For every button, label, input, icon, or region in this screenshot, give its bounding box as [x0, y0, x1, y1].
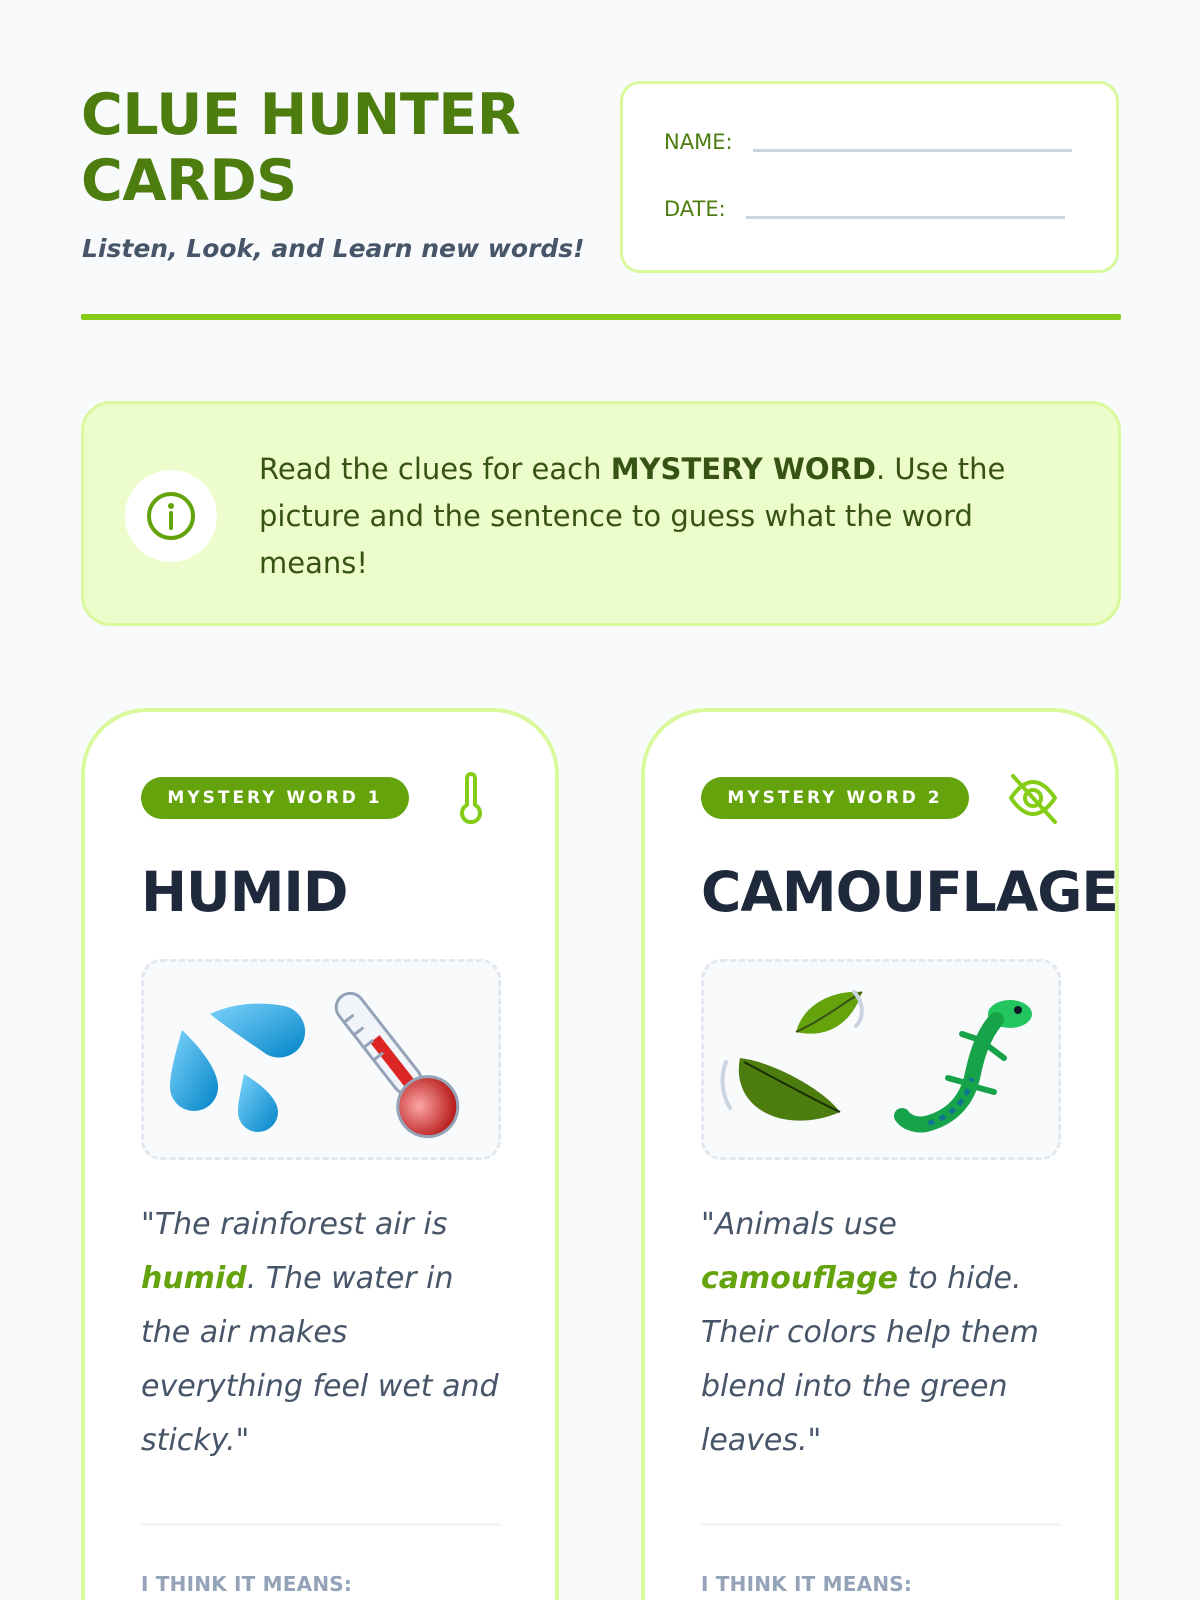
thermometer-icon [443, 768, 499, 828]
instructions-text: Read the clues for each MYSTERY WORD. Use the picture and the sentence to guess what the word means! [259, 452, 1006, 580]
instructions-banner [81, 401, 1121, 626]
context-sentence: "Animals use camouflage to hide. Their colors help them blend into the green leaves." [701, 1207, 1039, 1458]
header-divider [81, 314, 1121, 320]
droplets-picture [144, 962, 498, 1157]
context-sentence: "The rainforest air is humid. The water in the air makes everything feel wet and sticky." [141, 1207, 499, 1458]
page-subtitle: Listen, Look, and Learn new words! [82, 234, 585, 263]
mystery-word-tag: MYSTERY WORD 1 [141, 777, 409, 819]
lizard-picture [902, 1000, 1032, 1125]
eye-off-icon [1005, 768, 1061, 828]
mystery-card-2 [641, 708, 1119, 1600]
name-label: NAME: [664, 130, 733, 154]
name-line[interactable] [753, 149, 1072, 152]
guess-prompt: I THINK IT MEANS: [701, 1572, 913, 1596]
card-divider [141, 1523, 501, 1526]
card-divider [701, 1523, 1061, 1526]
page-title: CLUE HUNTER CARDS [81, 82, 521, 214]
clue-picture-box [701, 959, 1061, 1160]
date-line[interactable] [746, 216, 1065, 219]
leaves-picture [704, 962, 1058, 1157]
mystery-word-tag: MYSTERY WORD 2 [701, 777, 969, 819]
mystery-word: HUMID [141, 860, 348, 924]
mystery-card-1 [81, 708, 559, 1600]
name-field[interactable] [664, 130, 1072, 154]
clue-picture-box [141, 959, 501, 1160]
date-field[interactable] [664, 197, 1065, 221]
info-icon [125, 470, 217, 562]
mystery-word: CAMOUFLAGE [701, 860, 1118, 924]
date-label: DATE: [664, 197, 726, 221]
student-info-box [620, 81, 1119, 273]
guess-prompt: I THINK IT MEANS: [141, 1572, 353, 1596]
